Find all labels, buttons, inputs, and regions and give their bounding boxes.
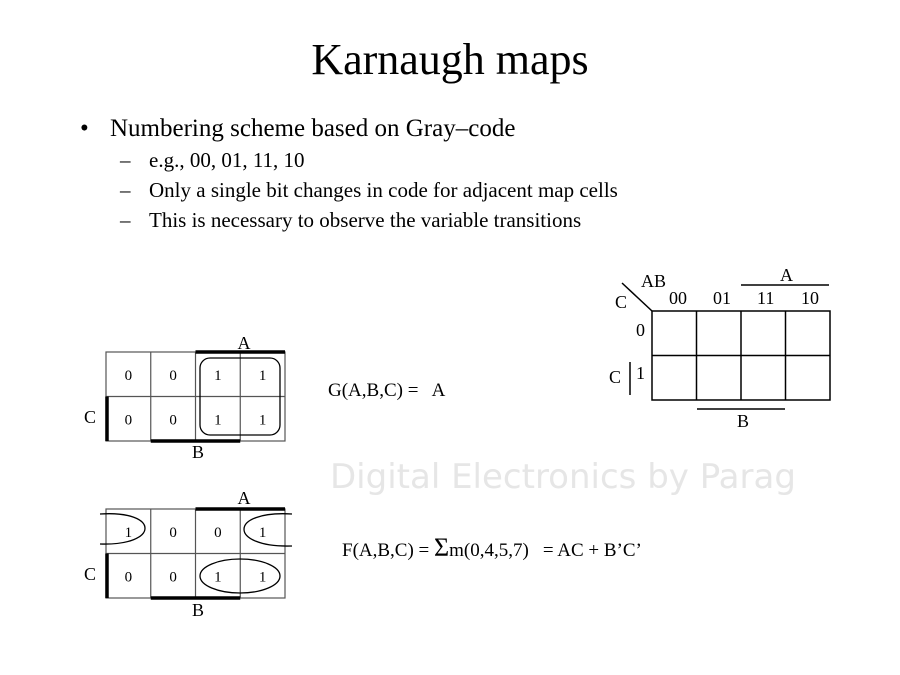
kmap-cell-value: 0 [124, 569, 133, 586]
dash-symbol: – [120, 148, 131, 172]
dash-symbol: – [120, 178, 131, 202]
col-code: 10 [801, 288, 819, 308]
kmap-cell-value: 1 [258, 525, 267, 541]
kmap-cell-value: 0 [124, 368, 133, 384]
label-c: C [84, 407, 97, 427]
f-expression-minterms: m(0,4,5,7) [449, 540, 529, 561]
subbullet-example: e.g., 00, 01, 11, 10 [149, 148, 305, 172]
bullet-symbol: • [80, 115, 89, 142]
kmap-cell-value: 0 [124, 412, 133, 429]
dash-symbol: – [120, 208, 131, 232]
kmap-cell-value: 1 [214, 412, 222, 429]
f-expression [342, 533, 642, 562]
label-b: B [191, 442, 205, 462]
kmap-cell-value: 1 [258, 412, 267, 429]
sigma-symbol: Σ [434, 533, 450, 562]
kmap-cell-value: 1 [214, 569, 222, 586]
col-code: 01 [713, 288, 731, 308]
label-a: A [237, 333, 251, 353]
corner-row-var: C [615, 292, 628, 312]
col-code: 00 [669, 288, 687, 308]
wrap-loop-left [100, 514, 145, 544]
kmap-f [84, 488, 292, 620]
kmap-cell-value: 0 [169, 525, 177, 541]
kmap-cell-value: 0 [169, 412, 177, 429]
label-a: A [780, 265, 793, 285]
row-code: 0 [636, 320, 645, 340]
subbullet-transitions: This is necessary to observe the variable transitions [149, 208, 582, 232]
bullet-gray-code: Numbering scheme based on Gray–code [110, 115, 516, 142]
slide-title: Karnaugh maps [311, 35, 589, 84]
label-b: B [191, 600, 205, 620]
corner-col-vars: AB [641, 271, 667, 291]
row-code: 1 [636, 363, 645, 383]
kmap-cell-value: 1 [214, 368, 222, 384]
kmap-g [84, 333, 285, 462]
subbullet-single-bit: Only a single bit changes in code for adjacent map cells [149, 178, 618, 202]
kmap-cell-value: 1 [258, 368, 267, 384]
kmap-cell-value: 0 [214, 525, 222, 541]
kmap-cell-value: 0 [169, 569, 177, 586]
label-b: B [737, 411, 750, 431]
kmap-cell-value: 0 [169, 368, 177, 384]
col-code: 11 [757, 288, 775, 308]
g-expression: G(A,B,C) = A [328, 380, 446, 401]
label-c: C [84, 564, 97, 584]
label-c: C [609, 367, 622, 387]
label-a: A [237, 488, 251, 508]
f-expression-lhs: F(A,B,C) = [342, 540, 435, 561]
f-expression-rhs: = AC + B’C’ [542, 540, 642, 561]
watermark: Digital Electronics by Parag [330, 457, 796, 497]
kmap-cell-value: 1 [124, 525, 133, 541]
kmap-cell-value: 1 [258, 569, 267, 586]
